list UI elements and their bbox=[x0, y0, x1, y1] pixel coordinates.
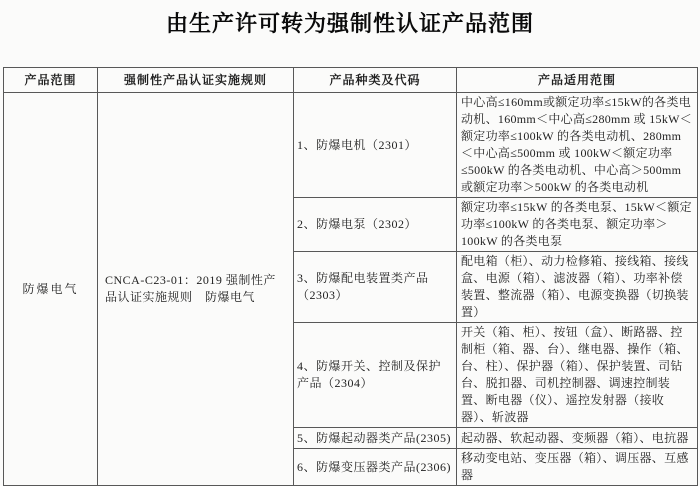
header-product-scope: 产品范围 bbox=[4, 68, 98, 93]
category-cell: 4、防爆开关、控制及保护产品（2304） bbox=[294, 323, 457, 428]
scope-cell: 起动器、软起动器、变频器（箱）、电抗器 bbox=[457, 428, 698, 449]
category-cell: 2、防爆电泵（2302） bbox=[294, 198, 457, 252]
header-applicable-scope: 产品适用范围 bbox=[457, 68, 698, 93]
table-row bbox=[4, 93, 698, 198]
header-category-code: 产品种类及代码 bbox=[294, 68, 457, 93]
category-cell: 1、防爆电机（2301） bbox=[294, 93, 457, 198]
header-certification-rule: 强制性产品认证实施规则 bbox=[98, 68, 294, 93]
products-table bbox=[3, 67, 698, 486]
product-scope-cell: 防爆电气 bbox=[4, 93, 98, 486]
scope-cell: 配电箱（柜）、动力检修箱、接线箱、接线盒、电源（箱）、滤波器（箱）、功率补偿装置、整流器（箱）、电源变换器（切换装置） bbox=[457, 252, 698, 323]
category-cell: 3、防爆配电装置类产品（2303） bbox=[294, 252, 457, 323]
scope-cell: 移动变电站、变压器（箱）、调压器、互感器 bbox=[457, 449, 698, 486]
category-cell: 6、防爆变压器类产品(2306) bbox=[294, 449, 457, 486]
table-header-row bbox=[4, 68, 698, 93]
scope-cell: 额定功率≤15kW 的各类电泵、15kW＜额定功率≤100kW 的各类电泵、额定功率＞100kW 的各类电泵 bbox=[457, 198, 698, 252]
category-cell: 5、防爆起动器类产品(2305) bbox=[294, 428, 457, 449]
certification-rule-cell: CNCA-C23-01：2019 强制性产品认证实施规则 防爆电气 bbox=[98, 93, 294, 486]
scope-cell: 中心高≤160mm或额定功率≤15kW的各类电动机、160mm＜中心高≤280mm 或 15kW＜额定功率≤100kW 的各类电动机、280mm＜中心高≤500mm 或 100kW＜额定功率≤500kW 的各类电动机、中心高＞500mm 或额定功率＞500kW 的各类电动机 bbox=[457, 93, 698, 198]
scope-cell: 开关（箱、柜）、按钮（盒）、断路器、控制柜（箱、器、台）、继电器、操作（箱、台、柱）、保护器（箱）、保护装置、司钻台、脱扣器、司机控制器、调速控制装置、断电器（仪）、遥控发射器（接收器）、斩波器 bbox=[457, 323, 698, 428]
document-page bbox=[0, 7, 700, 486]
page-title: 由生产许可转为强制性认证产品范围 bbox=[165, 11, 534, 36]
